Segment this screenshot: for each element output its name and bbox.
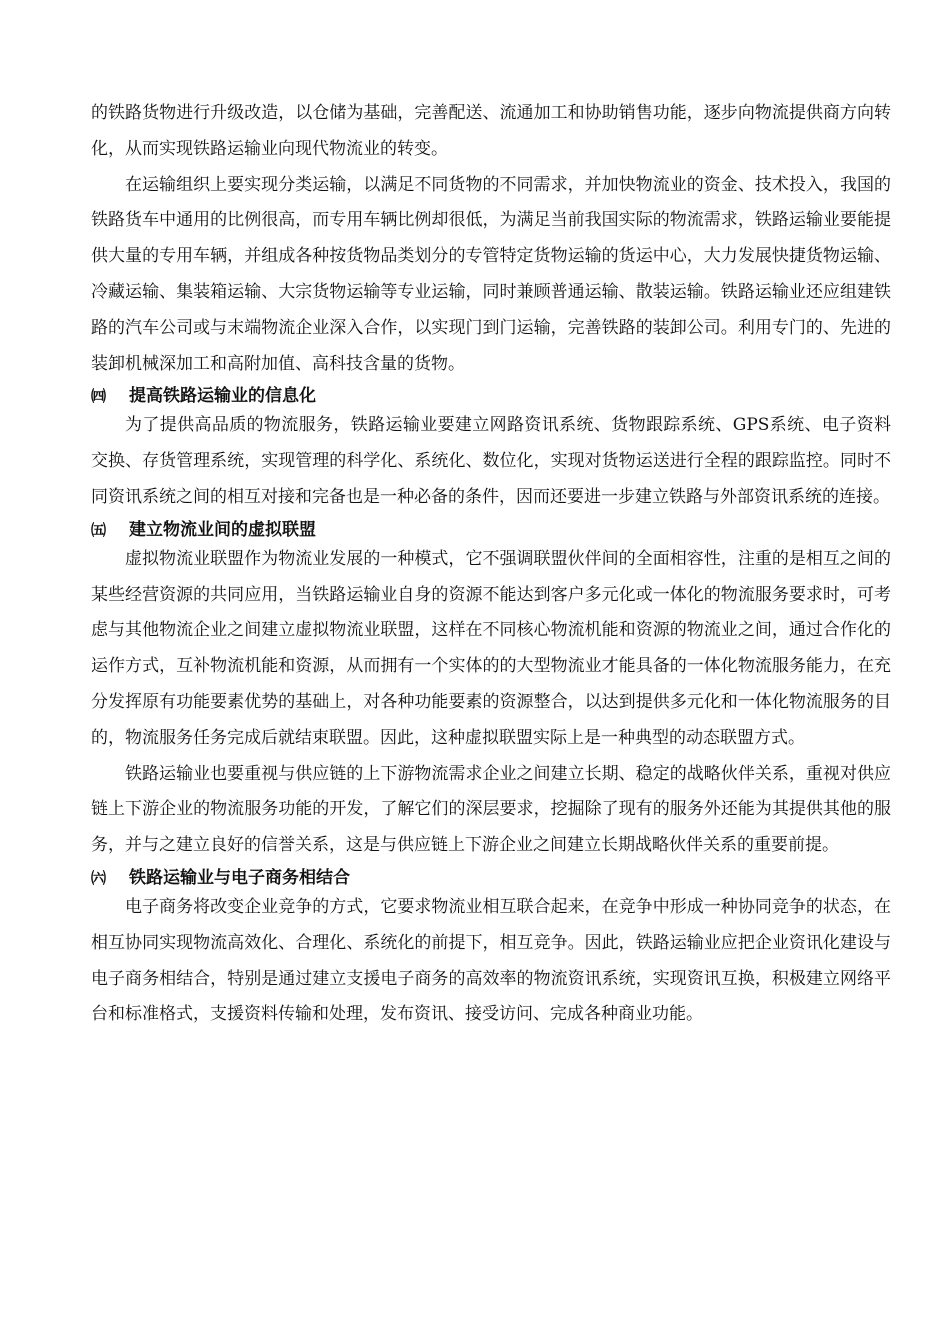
section-heading-5: [91, 518, 891, 542]
document-page: [91, 96, 891, 1033]
paragraph-virtual-alliance: 虚拟物流业联盟作为物流业发展的一种模式，它不强调联盟伙伴间的全面相容性，注重的是相互之间的某些经营资源的共同应用，当铁路运输业自身的资源不能达到客户多元化或一体化的物流服务要求时，可考虑与其他物流企业之间建立虚拟物流业联盟，这样在不同核心物流机能和资源的物流业之间，通过合作化的运作方式，互补物流机能和资源，从而拥有一个实体的的大型物流业才能具备的一体化物流服务能力，在充分发挥原有功能要素优势的基础上，对各种功能要素的资源整合，以达到提供多元化和一体化物流服务的目的，物流服务任务完成后就结束联盟。因此，这种虚拟联盟实际上是一种典型的动态联盟方式。: [91, 548, 891, 748]
section-title: 建立物流业间的虚拟联盟: [129, 519, 316, 540]
section-title: 铁路运输业与电子商务相结合: [129, 867, 350, 888]
paragraph-supply-chain: 铁路运输业也要重视与供应链的上下游物流需求企业之间建立长期、稳定的战略伙伴关系，重视对供应链上下游企业的物流服务功能的开发，了解它们的深层要求，挖掘除了现有的服务外还能为其提供其他的服务，并与之建立良好的信誉关系，这是与供应链上下游企业之间建立长期战略伙伴关系的重要前提。: [91, 763, 891, 856]
section-number: ㈤: [91, 520, 107, 539]
paragraph-intro: 的铁路货物进行升级改造，以仓储为基础，完善配送、流通加工和协助销售功能，逐步向物流提供商方向转化，从而实现铁路运输业向现代物流业的转变。: [91, 103, 891, 159]
section-heading-6: [91, 866, 891, 890]
section-heading-4: [91, 384, 891, 408]
section-number: ㈥: [91, 868, 107, 887]
paragraph-transport-organization: 在运输组织上要实现分类运输，以满足不同货物的不同需求，并加快物流业的资金、技术投入，我国的铁路货车中通用的比例很高，而专用车辆比例却很低，为满足当前我国实际的物流需求，铁路运输业要能提供大量的专用车辆，并组成各种按货物品类划分的专管特定货物运输的货运中心，大力发展快捷货物运输、冷藏运输、集装箱运输、大宗货物运输等专业运输，同时兼顾普通运输、散装运输。铁路运输业还应组建铁路的汽车公司或与末端物流企业深入合作，以实现门到门运输，完善铁路的装卸公司。利用专门的、先进的装卸机械深加工和高附加值、高科技含量的货物。: [91, 174, 891, 374]
section-title: 提高铁路运输业的信息化: [129, 386, 316, 407]
section-number: ㈣: [91, 387, 107, 406]
paragraph-informatization: 为了提供高品质的物流服务，铁路运输业要建立网路资讯系统、货物跟踪系统、GPS系统、电子资料交换、存货管理系统，实现管理的科学化、系统化、数位化，实现对货物运送进行全程的跟踪监控。同时不同资讯系统之间的相互对接和完备也是一种必备的条件，因而还要进一步建立铁路与外部资讯系统的连接。: [91, 415, 891, 507]
paragraph-ecommerce: 电子商务将改变企业竞争的方式，它要求物流业相互联合起来，在竞争中形成一种协同竞争的状态，在相互协同实现物流高效化、合理化、系统化的前提下，相互竞争。因此，铁路运输业应把企业资讯化建设与电子商务相结合，特别是通过建立支援电子商务的高效率的物流资讯系统，实现资讯互换，积极建立网络平台和标准格式，支援资料传输和处理，发布资讯、接受访问、完成各种商业功能。: [91, 896, 891, 1025]
